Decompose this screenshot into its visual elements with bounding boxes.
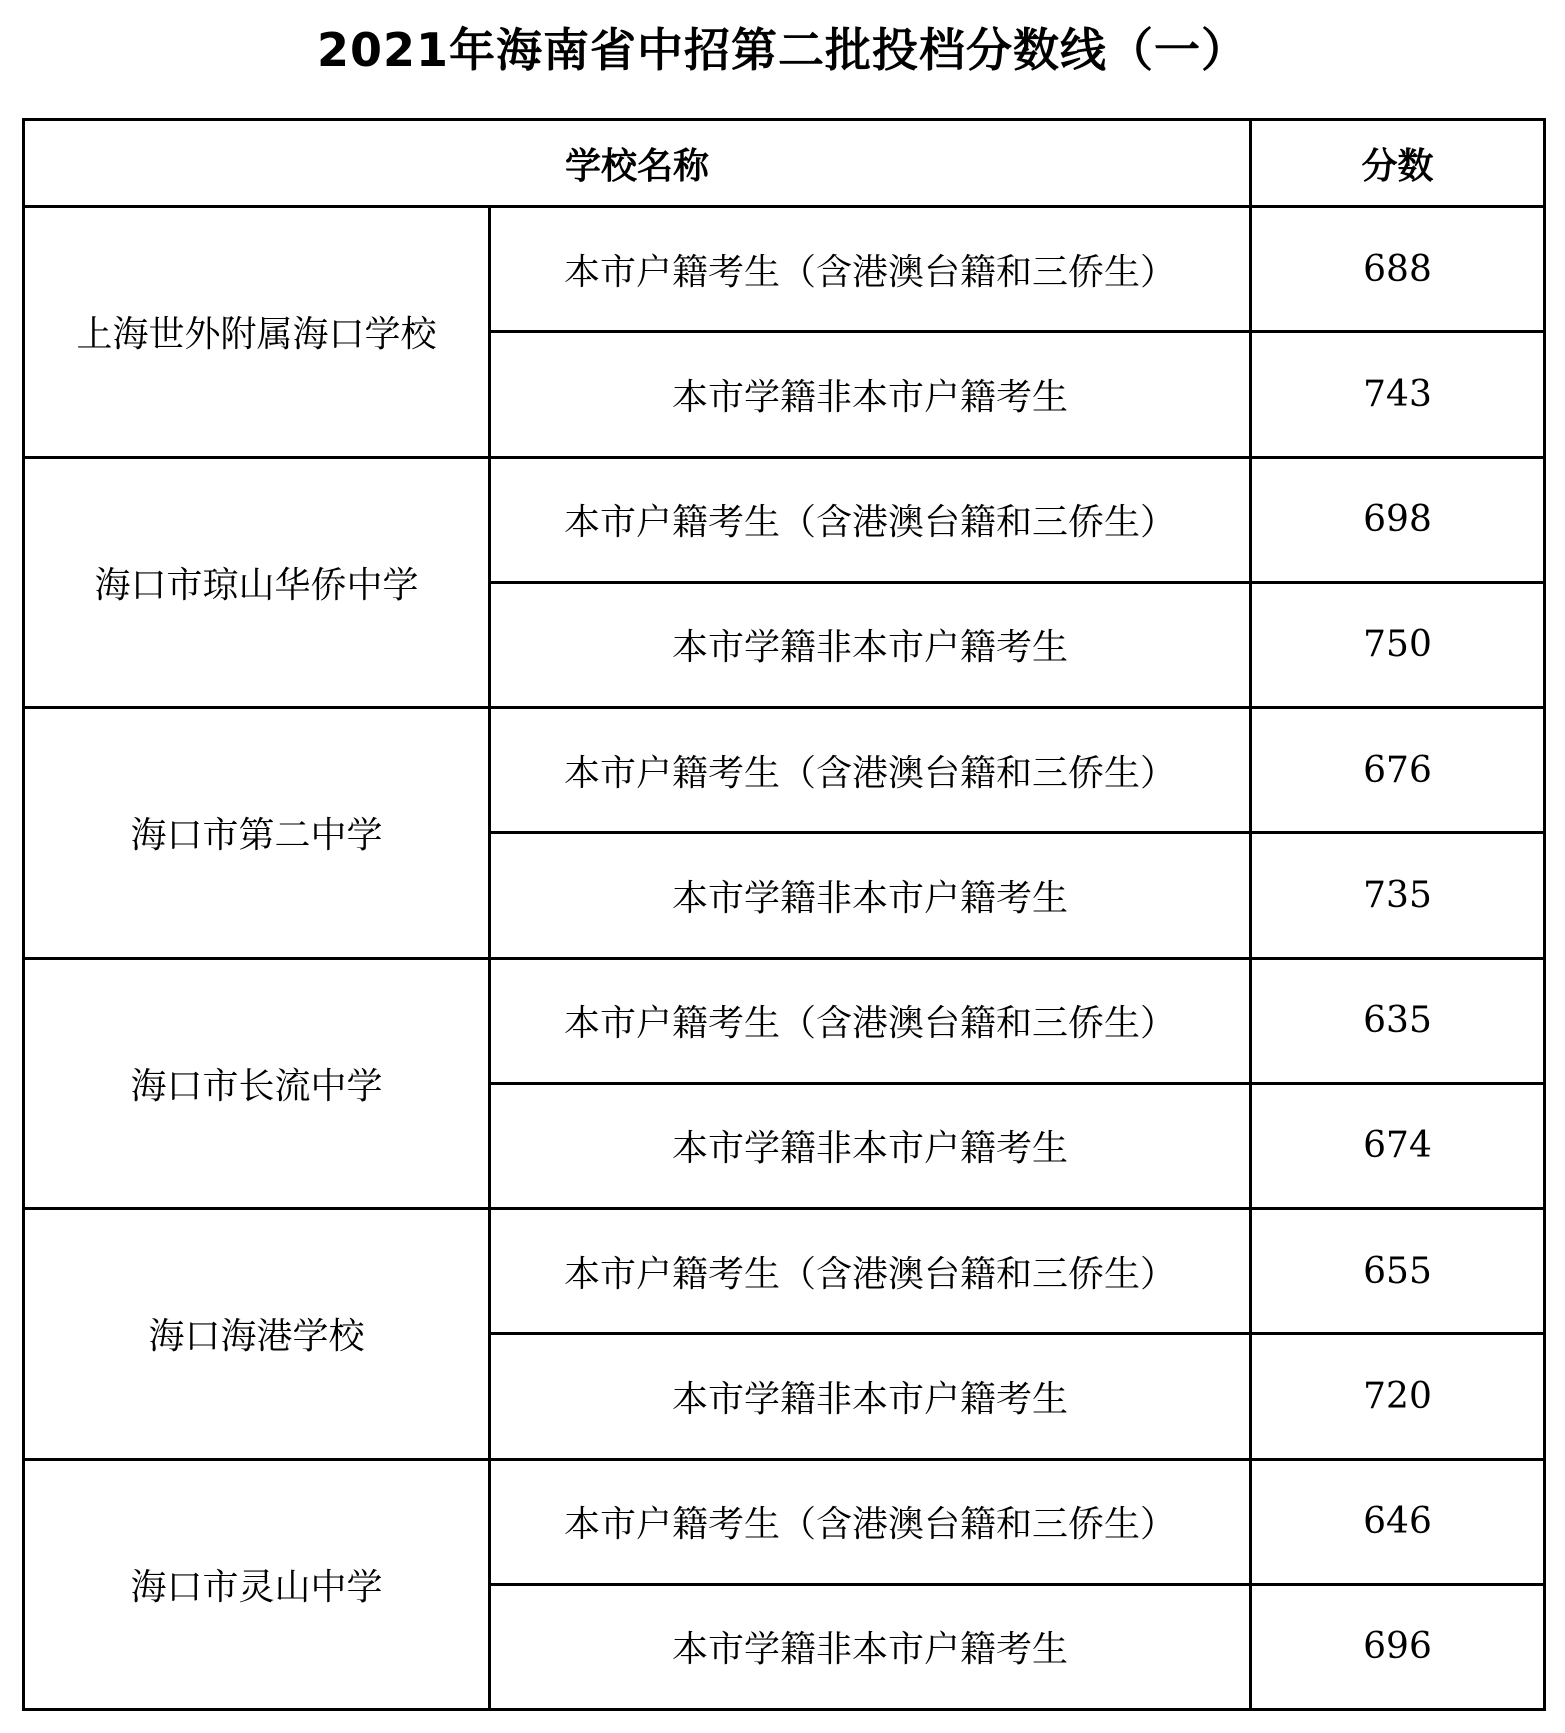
- candidate-category: 本市户籍考生（含港澳台籍和三侨生）: [490, 1459, 1251, 1584]
- candidate-category: 本市户籍考生（含港澳台籍和三侨生）: [490, 708, 1251, 833]
- score-value: 655: [1251, 1209, 1545, 1334]
- score-value: 688: [1251, 207, 1545, 332]
- table-header-row: [24, 120, 1545, 207]
- table-row: [24, 1209, 1545, 1334]
- table-row: [24, 457, 1545, 582]
- score-value: 698: [1251, 457, 1545, 582]
- candidate-category: 本市学籍非本市户籍考生: [490, 1334, 1251, 1459]
- score-value: 720: [1251, 1334, 1545, 1459]
- school-name: 海口市灵山中学: [24, 1459, 490, 1710]
- score-value: 696: [1251, 1584, 1545, 1709]
- candidate-category: 本市学籍非本市户籍考生: [490, 1584, 1251, 1709]
- candidate-category: 本市学籍非本市户籍考生: [490, 1083, 1251, 1208]
- score-value: 735: [1251, 833, 1545, 958]
- candidate-category: 本市户籍考生（含港澳台籍和三侨生）: [490, 958, 1251, 1083]
- school-name: 海口市琼山华侨中学: [24, 457, 490, 708]
- table-row: [24, 207, 1545, 332]
- score-value: 676: [1251, 708, 1545, 833]
- school-name: 海口市长流中学: [24, 958, 490, 1209]
- candidate-category: 本市学籍非本市户籍考生: [490, 332, 1251, 457]
- score-value: 743: [1251, 332, 1545, 457]
- header-score: 分数: [1251, 120, 1545, 207]
- candidate-category: 本市户籍考生（含港澳台籍和三侨生）: [490, 207, 1251, 332]
- score-value: 646: [1251, 1459, 1545, 1584]
- candidate-category: 本市户籍考生（含港澳台籍和三侨生）: [490, 457, 1251, 582]
- table-row: [24, 958, 1545, 1083]
- score-table: [22, 118, 1546, 1711]
- candidate-category: 本市户籍考生（含港澳台籍和三侨生）: [490, 1209, 1251, 1334]
- school-name: 海口市第二中学: [24, 708, 490, 959]
- page-title: 2021年海南省中招第二批投档分数线（一）: [316, 23, 1249, 77]
- candidate-category: 本市学籍非本市户籍考生: [490, 833, 1251, 958]
- school-name: 海口海港学校: [24, 1209, 490, 1460]
- school-name: 上海世外附属海口学校: [24, 207, 490, 458]
- table-row: [24, 708, 1545, 833]
- score-value: 750: [1251, 582, 1545, 707]
- table-row: [24, 1459, 1545, 1584]
- header-school-name: 学校名称: [24, 120, 1251, 207]
- candidate-category: 本市学籍非本市户籍考生: [490, 582, 1251, 707]
- score-value: 635: [1251, 958, 1545, 1083]
- score-value: 674: [1251, 1083, 1545, 1208]
